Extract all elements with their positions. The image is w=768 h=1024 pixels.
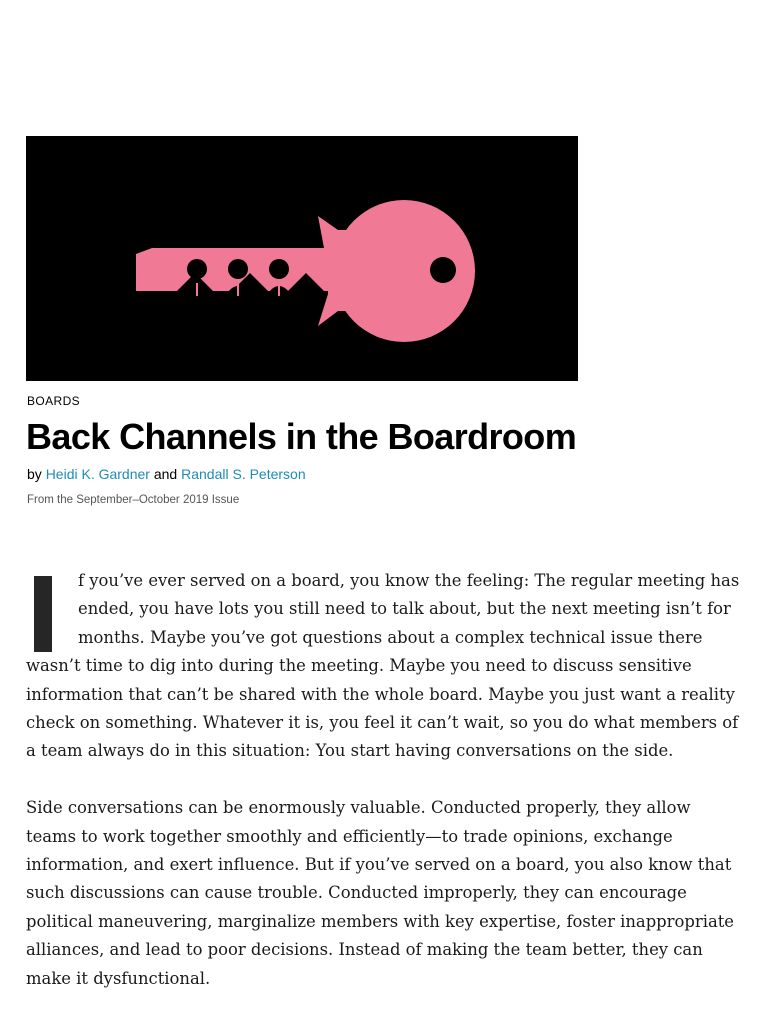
hero-illustration [26,136,578,381]
paragraph-text: f you’ve ever served on a board, you know the feeling: The regular meeting has ended, you have lots you still need to talk about, but the next meeting isn’t for months. Maybe you’ve got questions about a complex technical issue there wasn’t time to dig into during the meeting. Maybe you need to discuss sensitive information that can’t be shared with the whole board. Maybe you just want a reality check on something. Whatever it is, you feel it can’t wait, so you do what members of a team always do in this situation: You start having conversations on the side. [26,571,740,761]
byline-conjunction: and [153,466,178,482]
article-paragraph [26,567,742,766]
drop-cap-block [34,576,52,652]
author-link-gardner[interactable]: Heidi K. Gardner [45,466,150,482]
topic-label[interactable]: BOARDS [27,394,81,408]
issue-label: From the September–October 2019 Issue [27,494,240,506]
people-silhouettes [184,259,292,296]
author-link-peterson[interactable]: Randall S. Peterson [181,466,306,482]
article-body [26,567,742,993]
byline [27,466,306,482]
key-illustration [26,136,578,381]
article-paragraph: Side conversations can be enormously valuable. Conducted properly, they allow teams to work together smoothly and efficiently—to trade opinions, exchange information, and exert influence. But if you’ve served on a board, you also know that such discussions can cause trouble. Conducted improperly, they can encourage political maneuvering, marginalize members with key expertise, foster inappropriate alliances, and lead to poor decisions. Instead of making the team better, they can make it dysfunctional. [26,798,735,988]
article-title: Back Channels in the Boardroom [26,416,577,457]
key-hole [430,257,456,283]
byline-prefix: by [27,466,42,482]
